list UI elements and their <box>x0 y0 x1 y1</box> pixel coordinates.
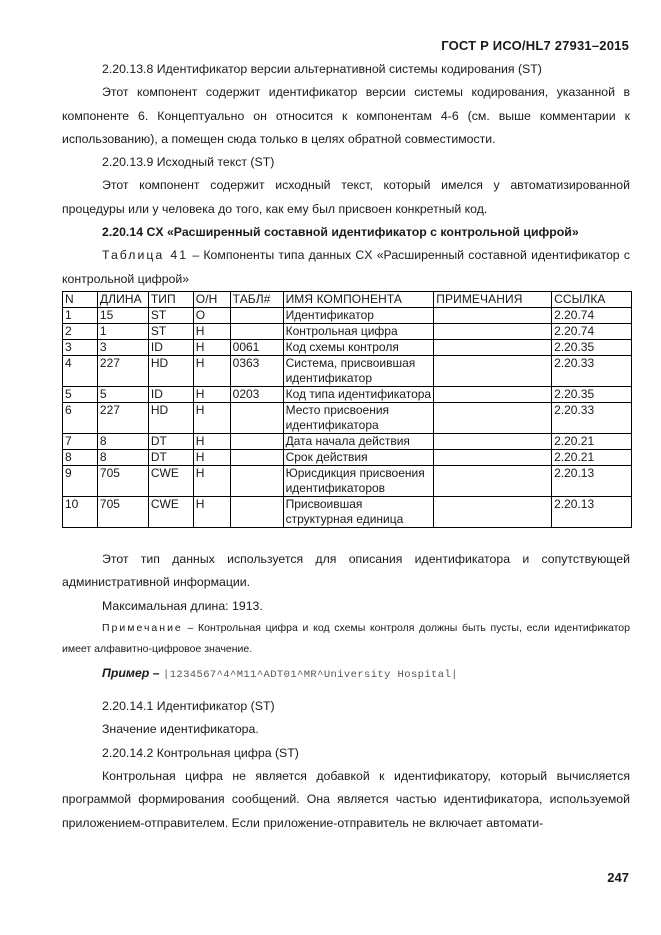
cell-n: 5 <box>63 386 98 402</box>
table-row <box>63 307 632 323</box>
cell-reference: 2.20.74 <box>552 323 632 339</box>
cell-component-name: Дата начала действия <box>283 433 434 449</box>
heading-text: Контрольная цифра (ST) <box>153 745 299 760</box>
cell-length: 15 <box>97 307 148 323</box>
table-row <box>63 339 632 355</box>
header-reference: ССЫЛКА <box>552 291 632 307</box>
cell-type: ST <box>148 323 193 339</box>
heading-number: 2.20.13.9 <box>102 155 154 170</box>
cell-length: 227 <box>97 402 148 433</box>
cell-table <box>230 496 283 527</box>
cell-component-name: Юрисдикция присвоения идентификаторов <box>283 465 434 496</box>
cell-n: 10 <box>63 496 98 527</box>
section-heading-2-20-14-1 <box>62 695 630 718</box>
cell-notes <box>434 465 552 496</box>
cell-optional: H <box>193 433 230 449</box>
cell-type: ST <box>148 307 193 323</box>
heading-number: 2.20.14.2 <box>102 745 154 760</box>
paragraph: Этот тип данных используется для описания идентификатора и сопутствующей административной информации. <box>62 551 630 590</box>
example-value: |1234567^4^M11^ADT01^MR^University Hospital| <box>163 668 458 681</box>
cell-table <box>230 402 283 433</box>
header-optional: О/Н <box>193 291 230 307</box>
cell-component-name: Код схемы контроля <box>283 339 434 355</box>
cell-reference: 2.20.74 <box>552 307 632 323</box>
cell-type: HD <box>148 402 193 433</box>
example <box>62 662 630 687</box>
cell-type: DT <box>148 449 193 465</box>
paragraph: Этот компонент содержит идентификатор версии системы кодирования, указанной в компоненте 6. Концептуально он относится к компонентам 4-6 (см. выше комментарии к использованию), а помещен сюда только в целях обратной совместимости. <box>62 85 630 146</box>
table-row <box>63 402 632 433</box>
cell-component-name: Код типа идентификатора <box>283 386 434 402</box>
cell-table <box>230 433 283 449</box>
cell-optional: O <box>193 307 230 323</box>
cell-n: 4 <box>63 355 98 386</box>
cell-reference: 2.20.21 <box>552 449 632 465</box>
cell-optional: H <box>193 339 230 355</box>
cell-length: 5 <box>97 386 148 402</box>
cell-n: 6 <box>63 402 98 433</box>
table-row <box>63 449 632 465</box>
cell-notes <box>434 323 552 339</box>
cell-optional: H <box>193 449 230 465</box>
cell-length: 227 <box>97 355 148 386</box>
cell-length: 8 <box>97 449 148 465</box>
cell-table <box>230 307 283 323</box>
heading-number: 2.20.13.8 <box>102 62 154 76</box>
cell-optional: H <box>193 323 230 339</box>
cell-optional: H <box>193 402 230 433</box>
table-row <box>63 433 632 449</box>
table-header-row <box>63 291 632 307</box>
note-label: Примечание <box>102 621 183 634</box>
table-row <box>63 355 632 386</box>
paragraph: Этот компонент содержит исходный текст, который имелся у автоматизированной процедуры или у человека до того, как ему был присвоен конкретный код. <box>62 178 630 216</box>
cell-component-name: Контрольная цифра <box>283 323 434 339</box>
header-length: ДЛИНА <box>97 291 148 307</box>
cell-type: HD <box>148 355 193 386</box>
cell-component-name: Идентификатор <box>283 307 434 323</box>
cell-length: 8 <box>97 433 148 449</box>
cell-type: CWE <box>148 465 193 496</box>
cell-type: DT <box>148 433 193 449</box>
cell-notes <box>434 449 552 465</box>
cell-reference: 2.20.35 <box>552 386 632 402</box>
cell-type: ID <box>148 386 193 402</box>
header-n: N <box>63 291 98 307</box>
header-notes: ПРИМЕЧАНИЯ <box>434 291 552 307</box>
cell-table: 0061 <box>230 339 283 355</box>
cell-reference: 2.20.13 <box>552 496 632 527</box>
cell-reference: 2.20.33 <box>552 402 632 433</box>
cell-notes <box>434 386 552 402</box>
note-text: – Контрольная цифра и код схемы контроля должны быть пусты, если идентификатор имеет алфавитно-цифровое значение. <box>62 621 630 655</box>
section-heading-2-20-13-9 <box>62 151 630 174</box>
cell-component-name: Система, присвоившая идентификатор <box>283 355 434 386</box>
table-row <box>63 465 632 496</box>
cell-table: 0363 <box>230 355 283 386</box>
cell-notes <box>434 339 552 355</box>
cell-notes <box>434 496 552 527</box>
header-type: ТИП <box>148 291 193 307</box>
cell-n: 2 <box>63 323 98 339</box>
heading-text: Идентификатор версии альтернативной системы кодирования (ST) <box>153 62 542 76</box>
section-heading-2-20-13-8 <box>62 58 630 81</box>
cell-notes <box>434 433 552 449</box>
cell-reference: 2.20.33 <box>552 355 632 386</box>
page-content <box>62 58 630 835</box>
table-caption-label: Таблица 41 <box>102 248 189 263</box>
cell-component-name: Место присвоения идентификатора <box>283 402 434 433</box>
cell-component-name: Срок действия <box>283 449 434 465</box>
note <box>62 618 630 660</box>
header-table: ТАБЛ# <box>230 291 283 307</box>
cell-optional: H <box>193 355 230 386</box>
cell-n: 9 <box>63 465 98 496</box>
heading-text: Идентификатор (ST) <box>153 699 275 714</box>
cell-table <box>230 323 283 339</box>
cell-notes <box>434 307 552 323</box>
cell-n: 1 <box>63 307 98 323</box>
document-header: ГОСТ Р ИСО/HL7 27931–2015 <box>441 38 629 53</box>
cell-length: 705 <box>97 465 148 496</box>
cell-length: 1 <box>97 323 148 339</box>
section-heading-2-20-14-2 <box>62 742 630 765</box>
cell-length: 705 <box>97 496 148 527</box>
cell-n: 7 <box>63 433 98 449</box>
cell-reference: 2.20.35 <box>552 339 632 355</box>
cell-length: 3 <box>97 339 148 355</box>
paragraph: Контрольная цифра не является добавкой к идентификатору, который вычисляется программой формирования сообщений. Она является частью идентификатора, используемой приложением-отправителем. Если приложение-отправитель не включает автомати- <box>62 769 630 830</box>
cell-reference: 2.20.13 <box>552 465 632 496</box>
cell-type: CWE <box>148 496 193 527</box>
cell-table <box>230 449 283 465</box>
cell-component-name: Присвоившая структурная единица <box>283 496 434 527</box>
cell-optional: H <box>193 465 230 496</box>
page-number: 247 <box>607 870 629 885</box>
cell-notes <box>434 355 552 386</box>
max-length: Максимальная длина: 1913. <box>102 598 263 613</box>
table-caption-text: – Компоненты типа данных CX «Расширенный составной идентификатор с контрольной цифрой» <box>62 248 630 286</box>
cell-n: 8 <box>63 449 98 465</box>
cell-table <box>230 465 283 496</box>
paragraph: Значение идентификатора. <box>102 722 259 737</box>
table-row <box>63 386 632 402</box>
heading-number: 2.20.14.1 <box>102 699 154 714</box>
header-component-name: ИМЯ КОМПОНЕНТА <box>283 291 434 307</box>
cell-type: ID <box>148 339 193 355</box>
cell-n: 3 <box>63 339 98 355</box>
section-heading-2-20-14: 2.20.14 CX «Расширенный составной идентификатор с контрольной цифрой» <box>102 225 579 240</box>
cell-table: 0203 <box>230 386 283 402</box>
cell-reference: 2.20.21 <box>552 433 632 449</box>
example-label: Пример – <box>102 665 160 680</box>
heading-text: Исходный текст (ST) <box>153 155 275 170</box>
table-row <box>63 496 632 527</box>
cell-notes <box>434 402 552 433</box>
table-row <box>63 323 632 339</box>
components-table <box>62 291 632 528</box>
cell-optional: H <box>193 386 230 402</box>
table-caption <box>62 244 630 291</box>
cell-optional: H <box>193 496 230 527</box>
